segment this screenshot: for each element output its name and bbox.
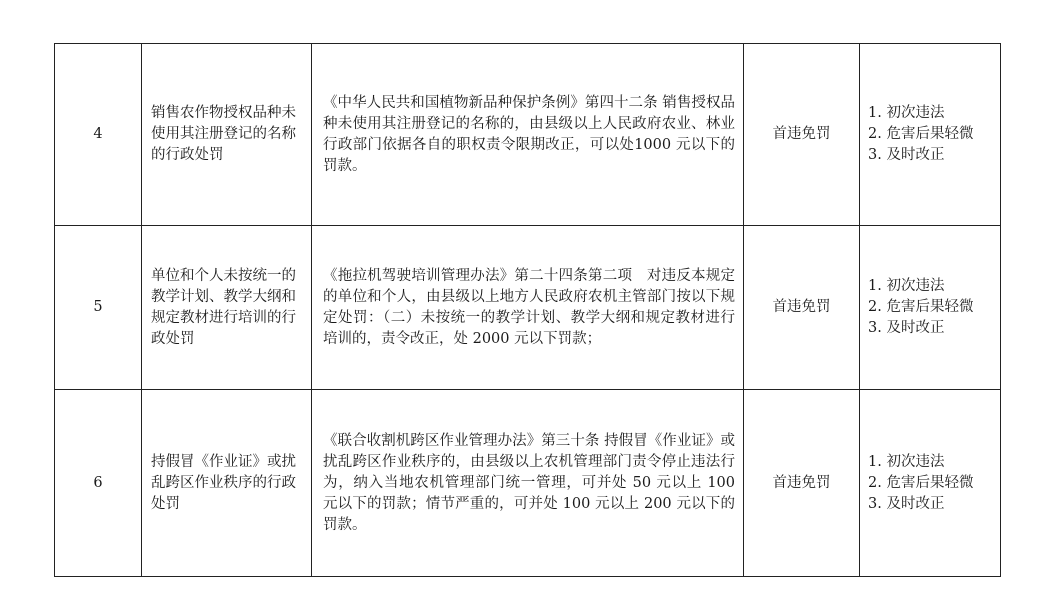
penalty-item: 持假冒《作业证》或扰乱跨区作业秩序的行政处罚 [142,390,312,577]
legal-basis: 《联合收割机跨区作业管理办法》第三十条 持假冒《作业证》或扰乱跨区作业秩序的，由县级以上农机管理部门责令停止违法行为，纳入当地农机管理部门统一管理，可并处 50 元以上 100 元以下的罚款；情节严重的，可并处 100 元以上 200 元以下的罚款。 [312,390,744,577]
exemption-conditions [860,44,1001,226]
legal-basis: 《中华人民共和国植物新品种保护条例》第四十二条 销售授权品种未使用其注册登记的名称的，由县级以上人民政府农业、林业行政部门依据各自的职权责令限期改正，可以处1000 元以下的罚款。 [312,44,744,226]
row-number: 5 [55,226,142,390]
row-number: 6 [55,390,142,577]
condition-item: 2. 危害后果轻微 [868,474,974,491]
row-number: 4 [55,44,142,226]
table-row [55,226,1001,390]
exemption-conditions [860,390,1001,577]
condition-item: 3. 及时改正 [868,320,945,336]
penalty-table [54,43,1001,577]
legal-basis: 《拖拉机驾驶培训管理办法》第二十四条第二项 对违反本规定的单位和个人，由县级以上地方人民政府农机主管部门按以下规定处罚：（二）未按统一的教学计划、教学大纲和规定教材进行培训的，责令改正，处 2000 元以下罚款； [312,226,744,390]
penalty-item: 销售农作物授权品种未使用其注册登记的名称的行政处罚 [142,44,312,226]
condition-item: 1. 初次违法 [868,105,945,121]
condition-item: 3. 及时改正 [868,147,945,163]
condition-item: 1. 初次违法 [868,453,945,470]
enforcement-measure: 首违免罚 [744,44,860,226]
condition-item: 1. 初次违法 [868,278,945,294]
exemption-conditions [860,226,1001,390]
condition-item: 2. 危害后果轻微 [868,299,974,315]
enforcement-measure: 首违免罚 [744,390,860,577]
condition-item: 2. 危害后果轻微 [868,126,974,142]
penalty-item: 单位和个人未按统一的教学计划、教学大纲和规定教材进行培训的行政处罚 [142,226,312,390]
condition-item: 3. 及时改正 [868,495,945,512]
table-row [55,44,1001,226]
enforcement-measure: 首违免罚 [744,226,860,390]
table-row [55,390,1001,577]
